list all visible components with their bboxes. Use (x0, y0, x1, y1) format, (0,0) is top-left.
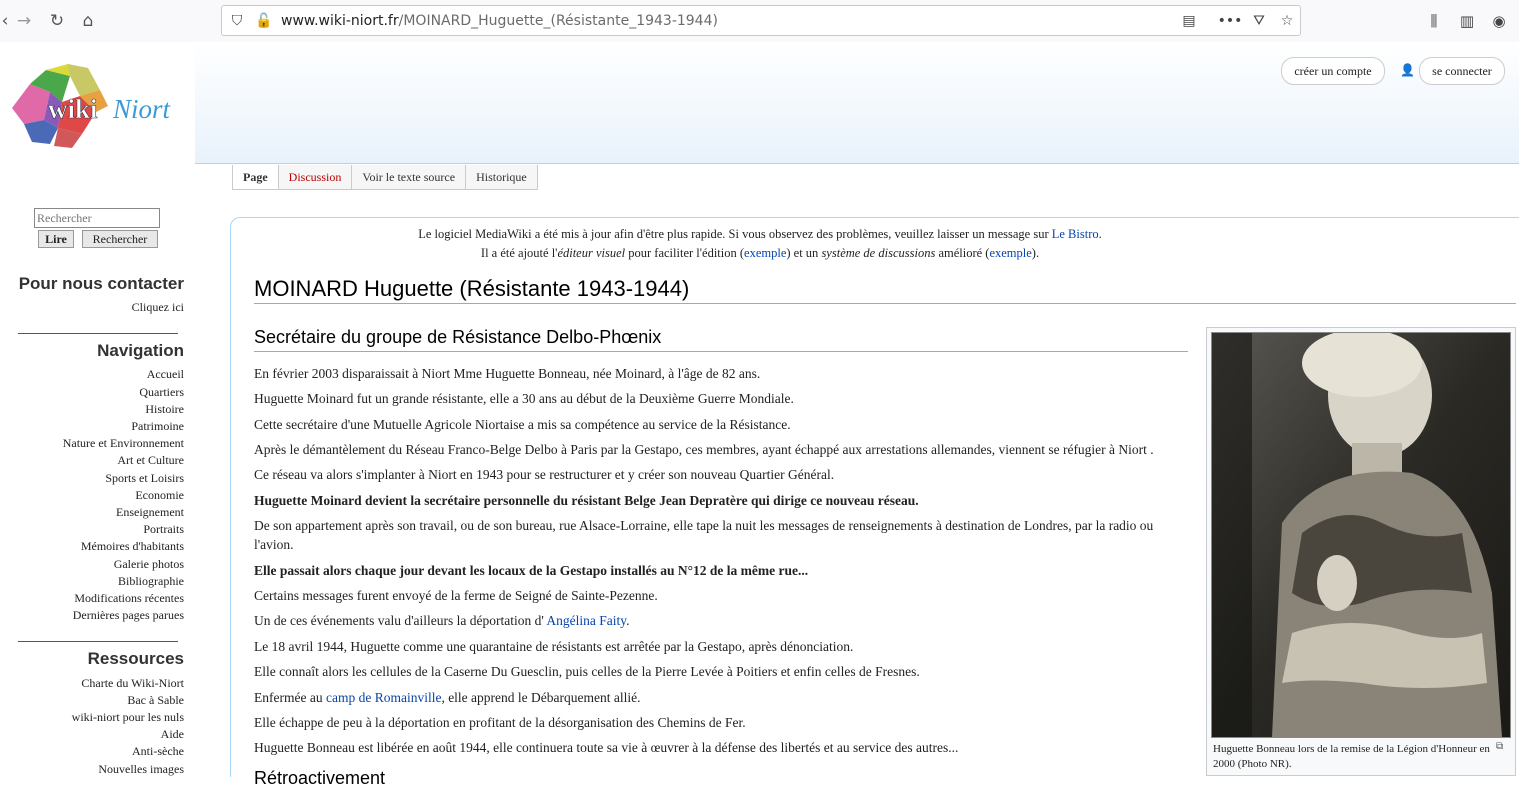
paragraph: Certains messages furent envoyé de la ferme de Seigné de Sainte-Pezenne. (254, 588, 658, 603)
library-icon[interactable]: ⫼ (1430, 12, 1438, 30)
forward-icon[interactable]: → (16, 11, 32, 31)
page-title: MOINARD Huguette (Résistante 1943-1944) (254, 276, 690, 301)
address-bar[interactable] (221, 5, 1301, 36)
reader-view-icon[interactable]: ▤ (1182, 13, 1196, 29)
romainville-link[interactable]: camp de Romainville (325, 690, 442, 705)
sidebar-item-bibliographie[interactable]: Bibliographie (118, 574, 184, 588)
read-button[interactable]: Lire (38, 230, 74, 248)
paragraph: De son appartement après son travail, ou de son bureau, rue Alsace-Lorraine, elle tape la nuit les messages de renseignements à destination de Londres, par la radio ou l'avion. (254, 518, 1154, 552)
sidebar-item-patrimoine[interactable]: Patrimoine (131, 419, 184, 433)
site-notice: Le logiciel MediaWiki a été mis à jour afin d'être plus rapide. Si vous observez des problèmes, veuillez laisser un message sur Le Bistro. Il a été ajouté l'éditeur visuel pour faciliter l'édition (exemple) et un système de discussions amélioré (exemple). (418, 227, 1102, 260)
more-actions-icon[interactable]: ••• (1217, 13, 1243, 29)
portal-contact-title: Pour nous contacter (18, 274, 184, 293)
paragraph: Elle connaît alors les cellules de la Caserne Du Guesclin, puis celles de la Pierre Levée à Poitiers et enfin celles de Fresnes. (254, 664, 920, 679)
paragraph: Le 18 avril 1944, Huguette comme une quarantaine de résistants est arrêtée par la Gestapo, après dénonciation. (254, 639, 854, 654)
bistro-link[interactable]: Le Bistro (1051, 227, 1099, 241)
section-divider (254, 351, 1188, 352)
url-text[interactable]: www.wiki-niort.fr/MOINARD_Huguette_(Résistante_1943-1944) (281, 13, 718, 29)
tab-page[interactable]: Page (233, 165, 279, 189)
user-icon: 👤 (1400, 63, 1415, 77)
sidebar-item-portraits[interactable]: Portraits (143, 522, 184, 536)
wiki-niort-logo[interactable] (10, 62, 188, 152)
tab-history[interactable]: Historique (476, 170, 527, 184)
sidebar-item-dernieres-pages[interactable]: Dernières pages parues (72, 608, 184, 622)
section-heading: Secrétaire du groupe de Résistance Delbo-Phœnix (254, 327, 662, 347)
sidebar-item-enseignement[interactable]: Enseignement (116, 505, 184, 519)
sidebar-item-sports[interactable]: Sports et Loisirs (105, 471, 184, 485)
sidebar-item-charte[interactable]: Charte du Wiki-Niort (81, 676, 184, 690)
paragraph: Enfermée au camp de Romainville, elle apprend le Débarquement allié. (254, 690, 641, 705)
sidebar-item-contact[interactable]: Cliquez ici (131, 300, 184, 314)
sidebar-item-accueil[interactable]: Accueil (146, 367, 184, 381)
paragraph: En février 2003 disparaissait à Niort Mme Huguette Bonneau, née Moinard, à l'âge de 82 ans. (254, 366, 761, 381)
next-section-heading: Rétroactivement (254, 768, 386, 788)
sidebar-item-nouvelles-images[interactable]: Nouvelles images (98, 762, 184, 776)
figure-caption: Huguette Bonneau lors de la remise de la Légion d'Honneur en 2000 (Photo NR). (1213, 743, 1490, 770)
paragraph-bold: Huguette Moinard devient la secrétaire personnelle du résistant Belge Jean Depratère qui dirige ce nouveau réseau. (254, 493, 919, 508)
portal-resources-title: Ressources (87, 649, 184, 668)
create-account-button[interactable]: créer un compte (1281, 57, 1385, 85)
example-link-2[interactable]: exemple (989, 246, 1032, 260)
enlarge-icon[interactable]: ⧉ (1496, 741, 1504, 752)
paragraph: Huguette Bonneau est libérée en août 1944, elle continuera toute sa vie à œuvrer à la défense des libertés et au service des autres... (254, 740, 959, 755)
paragraph: Huguette Moinard fut un grande résistante, elle a 30 ans au début de la Deuxième Guerre Mondiale. (254, 391, 794, 406)
bookmark-star-icon[interactable]: ☆ (1280, 13, 1294, 29)
reload-icon[interactable]: ↻ (49, 11, 65, 31)
title-divider (254, 303, 1516, 304)
portal-navigation-title: Navigation (97, 341, 184, 360)
sidebar-item-art[interactable]: Art et Culture (117, 453, 184, 467)
sidebar-item-quartiers[interactable]: Quartiers (139, 385, 184, 399)
shield-icon[interactable]: ⛉ (231, 13, 243, 29)
search-input[interactable] (34, 208, 160, 228)
paragraph: Elle échappe de peu à la déportation en profitant de la désorganisation des Chemins de Fer. (254, 715, 746, 730)
home-icon[interactable]: ⌂ (82, 11, 94, 31)
account-icon[interactable]: ◉ (1492, 12, 1506, 30)
insecure-lock-icon[interactable]: 🔓 (255, 13, 273, 29)
paragraph-bold: Elle passait alors chaque jour devant les locaux de la Gestapo installés au N°12 de la même rue... (254, 563, 809, 578)
sidebar-item-anti-seche[interactable]: Anti-sèche (132, 744, 184, 758)
sidebar-item-memoires[interactable]: Mémoires d'habitants (80, 539, 184, 553)
portrait-photo[interactable] (1211, 332, 1511, 738)
paragraph: Après le démantèlement du Réseau Franco-Belge Delbo à Paris par la Gestapo, ces membres, ayant échappé aux arrestations allemandes, viennent se réfugier à Niort . (254, 442, 1154, 457)
sidebar-item-pour-les-nuls[interactable]: wiki-niort pour les nuls (71, 710, 184, 724)
sidebar-toggle-icon[interactable]: ▥ (1459, 12, 1475, 30)
portal-divider (18, 641, 178, 642)
back-icon[interactable]: ‹ (1, 11, 9, 31)
portal-divider (18, 333, 178, 334)
pocket-icon[interactable]: ⛛ (1253, 13, 1265, 29)
example-link-1[interactable]: exemple (744, 246, 787, 260)
sidebar-item-aide[interactable]: Aide (160, 727, 184, 741)
sidebar-item-histoire[interactable]: Histoire (145, 402, 184, 416)
logo-wiki-text: wiki (48, 94, 98, 124)
tab-view-source[interactable]: Voir le texte source (352, 165, 466, 189)
sidebar-item-bac-a-sable[interactable]: Bac à Sable (127, 693, 184, 707)
browser-toolbar (0, 0, 1519, 43)
sidebar-item-economie[interactable]: Economie (135, 488, 184, 502)
login-button[interactable]: se connecter (1419, 57, 1505, 85)
sidebar-item-galerie[interactable]: Galerie photos (113, 557, 184, 571)
page-tabs (232, 165, 538, 190)
tab-discussion[interactable]: Discussion (279, 165, 353, 189)
paragraph: Un de ces événements valu d'ailleurs la déportation d' Angélina Faity. (254, 613, 630, 628)
paragraph: Cette secrétaire d'une Mutuelle Agricole Niortaise a mis sa compétence au service de la Résistance. (254, 417, 791, 432)
sidebar-item-modifications[interactable]: Modifications récentes (74, 591, 184, 605)
logo-niort-text: Niort (113, 94, 171, 124)
angelina-faity-link[interactable]: Angélina Faity (546, 613, 627, 628)
paragraph: Ce réseau va alors s'implanter à Niort en 1943 pour se restructurer et y créer son nouveau Quartier Général. (254, 467, 835, 482)
sidebar-item-nature[interactable]: Nature et Environnement (62, 436, 184, 450)
search-button[interactable]: Rechercher (82, 230, 158, 248)
